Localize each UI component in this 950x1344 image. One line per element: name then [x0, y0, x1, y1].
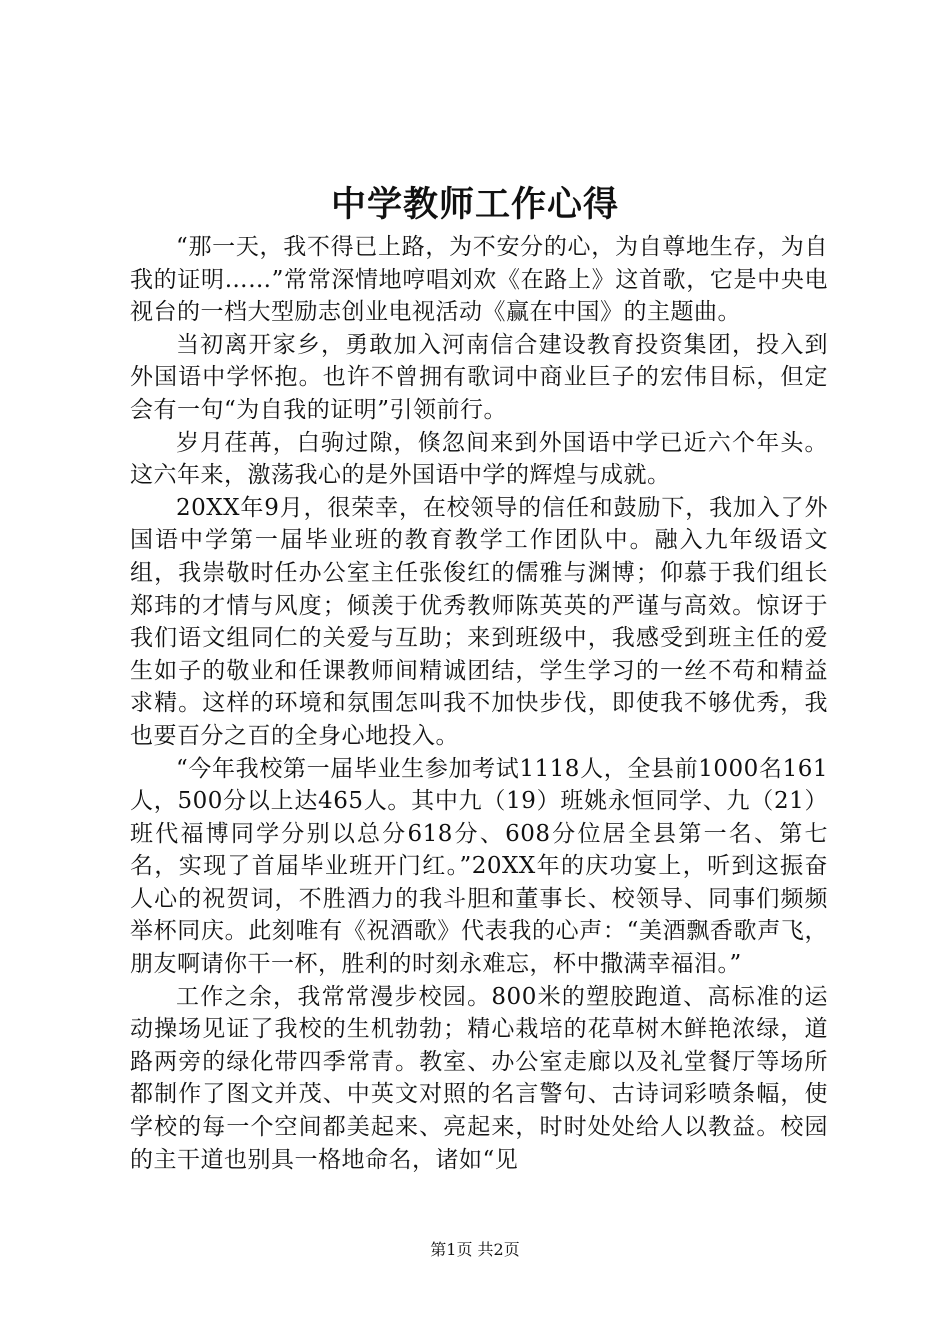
document-title: 中学教师工作心得	[330, 184, 619, 225]
paragraph-5: “今年我校第一届毕业生参加考试1118人，全县前1000名161人，500分以上达465人。其中九（19）班姚永恒同学、九（21）班代福博同学分别以总分618分、608分位居全县第一名、第七名，实现了首届毕业班开门红。”20XX年的庆功宴上，听到这振奋人心的祝贺词，不胜酒力的我斗胆和董事长、校领导、同事们频频举杯同庆。此刻唯有《祝酒歌》代表我的心声：“美酒飘香歌声飞，朋友啊请你干一杯，胜利的时刻永难忘，杯中撒满幸福泪。”	[130, 755, 828, 978]
paragraph-2: 当初离开家乡，勇敢加入河南信合建设教育投资集团，投入到外国语中学怀抱。也许不曾拥有歌词中商业巨子的宏伟目标，但定会有一句“为自我的证明”引领前行。	[130, 331, 828, 423]
document-body	[130, 231, 828, 1176]
paragraph-1: “那一天，我不得已上路，为不安分的心，为自尊地生存，为自我的证明……”常常深情地哼唱刘欢《在路上》这首歌，它是中央电视台的一档大型励志创业电视活动《赢在中国》的主题曲。	[130, 234, 828, 326]
paragraph-6: 工作之余，我常常漫步校园。800米的塑胶跑道、高标准的运动操场见证了我校的生机勃勃；精心栽培的花草树木鲜艳浓绿，道路两旁的绿化带四季常青。教室、办公室走廊以及礼堂餐厅等场所都制作了图文并茂、中英文对照的名言警句、古诗词彩喷条幅，使学校的每一个空间都美起来、亮起来，时时处处给人以教益。校园的主干道也别具一格地命名，诸如“见	[130, 983, 828, 1173]
paragraph-4: 20XX年9月，很荣幸，在校领导的信任和鼓励下，我加入了外国语中学第一届毕业班的教育教学工作团队中。融入九年级语文组，我崇敬时任办公室主任张俊红的儒雅与渊博；仰慕于我们组长郑玮的才情与风度；倾羡于优秀教师陈英英的严谨与高效。惊讶于我们语文组同仁的关爱与互助；来到班级中，我感受到班主任的爱生如子的敬业和任课教师间精诚团结，学生学习的一丝不苟和精益求精。这样的环境和氛围怎叫我不加快步伐，即使我不够优秀，我也要百分之百的全身心地投入。	[130, 494, 828, 749]
page-footer: 第1页 共2页	[430, 1240, 520, 1259]
paragraph-3: 岁月荏苒，白驹过隙，倏忽间来到外国语中学已近六个年头。这六年来，激荡我心的是外国语中学的辉煌与成就。	[130, 429, 828, 489]
